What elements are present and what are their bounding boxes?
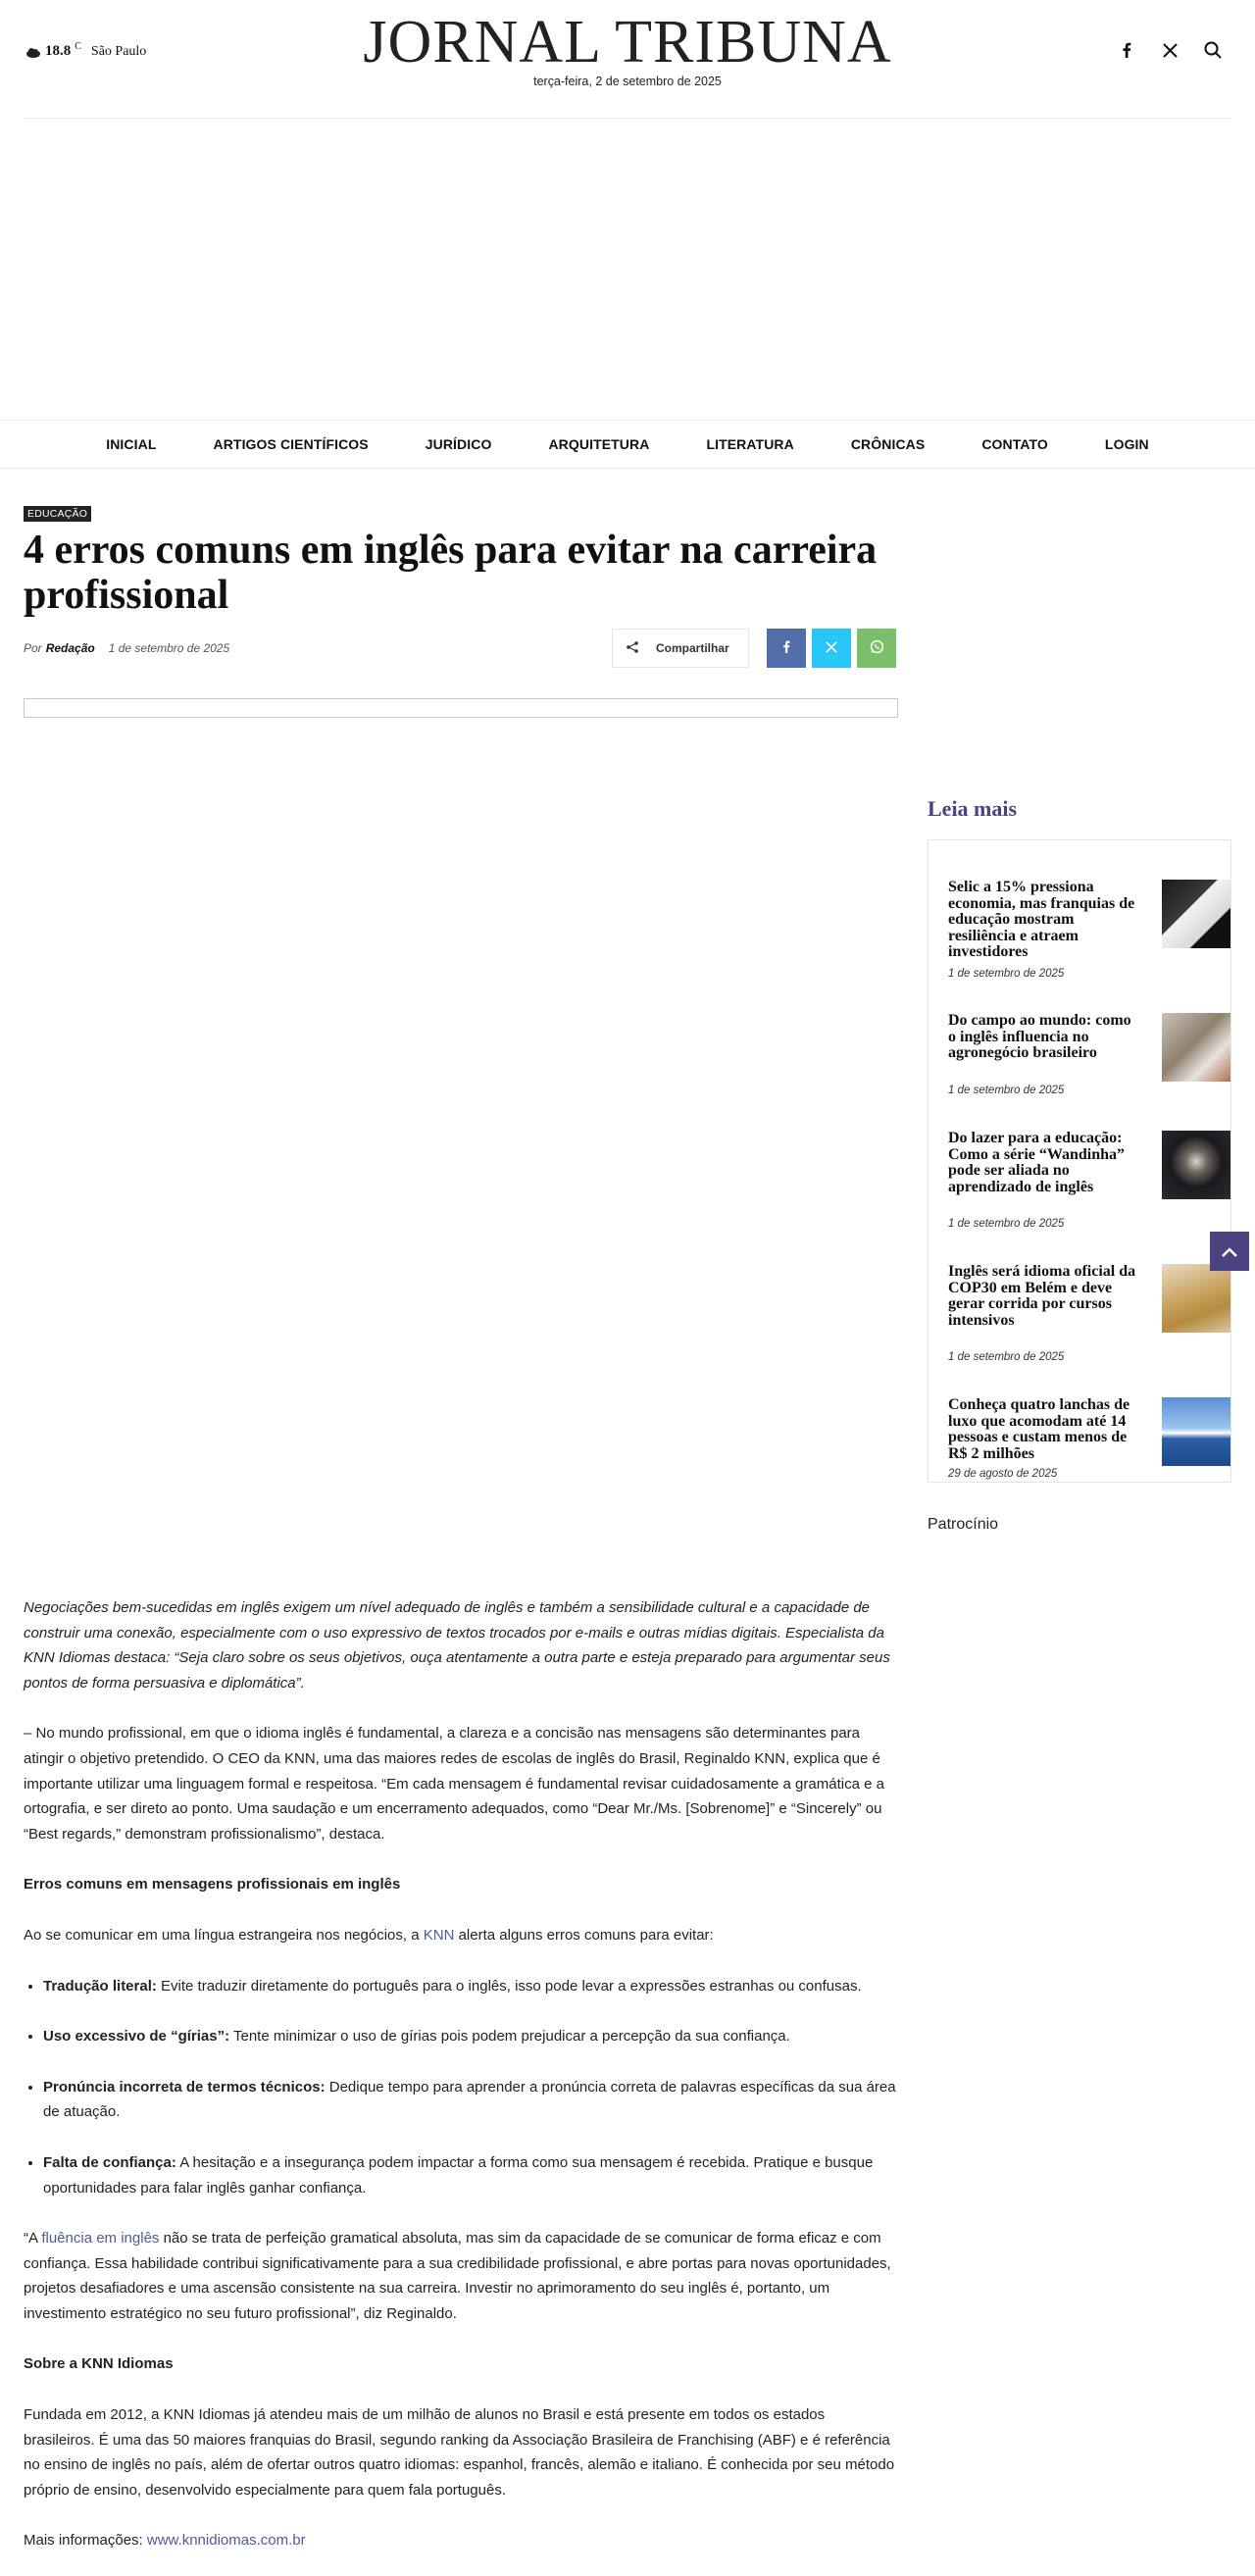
list-item	[43, 2024, 898, 2049]
header-date: terça-feira, 2 de setembro de 2025	[533, 75, 722, 88]
read-more-thumbnail[interactable]	[1162, 1264, 1230, 1333]
list-item	[43, 2075, 898, 2125]
text-segment: não se trata de perfeição gramatical absoluta, mas sim da capacidade de se comunicar de forma eficaz e com confiança. Essa habilidade contribui significativamente para a sua credibilidade profissional, e abre portas para novas oportunidades, projetos desafiadores e uma ascensão consistente na sua carreira. Investir no aprimoramento do seu inglês é, portanto, um investimento estratégico no seu futuro profissional”, diz Reginaldo.	[24, 2230, 891, 2322]
site-header	[24, 0, 1231, 119]
list-item-text: Evite traduzir diretamente do português para o inglês, isso pode levar a expressões estranhas ou confusas.	[156, 1977, 862, 1995]
chevron-up-icon	[1222, 1241, 1237, 1262]
list-item-title: Uso excessivo de “gírias”:	[43, 2028, 230, 2046]
read-more-thumbnail[interactable]	[1162, 1397, 1230, 1466]
read-more-list	[928, 839, 1231, 1483]
share-whatsapp-button[interactable]	[857, 629, 896, 668]
site-logo[interactable]: JORNAL TRIBUNA	[363, 9, 892, 76]
sponsor-label: Patrocínio	[928, 1516, 999, 1533]
read-more-title[interactable]: Conheça quatro lanchas de luxo que acomodam até 14 pessoas e custam menos de R$ 2 milhões	[948, 1396, 1130, 1462]
nav-item-inicial[interactable]: INICIAL	[106, 436, 157, 452]
facebook-icon	[782, 640, 790, 656]
category-badge[interactable]: EDUCAÇÃO	[24, 506, 91, 522]
back-to-top-button[interactable]	[1210, 1232, 1249, 1271]
read-more-title[interactable]: Inglês será idioma oficial da COP30 em Belém e deve gerar corrida por cursos intensivos	[948, 1263, 1136, 1329]
author-link[interactable]: Redação	[45, 641, 95, 655]
read-more-thumbnail[interactable]	[1162, 1131, 1230, 1199]
text-segment: “A	[24, 2230, 42, 2248]
nav-item-artigos-cientificos[interactable]: ARTIGOS CIENTÍFICOS	[213, 436, 369, 452]
search-icon[interactable]	[1204, 41, 1222, 59]
x-icon[interactable]	[1161, 41, 1179, 59]
nav-item-login[interactable]: LOGIN	[1104, 436, 1149, 452]
knn-website-link[interactable]: www.knnidiomas.com.br	[146, 2532, 306, 2550]
featured-image	[24, 698, 898, 718]
read-more-title[interactable]: Do campo ao mundo: como o inglês influencia no agronegócio brasileiro	[948, 1012, 1131, 1061]
publish-date: 1 de setembro de 2025	[108, 641, 230, 655]
read-more-date: 1 de setembro de 2025	[948, 1085, 1065, 1096]
header-social-icons	[1118, 41, 1222, 59]
share-label: Compartilhar	[656, 641, 729, 655]
text-segment: alerta alguns erros comuns para evitar:	[454, 1926, 714, 1944]
list-item	[43, 1974, 898, 1999]
article-title: 4 erros comuns em inglês para evitar na carreira profissional	[24, 528, 878, 618]
weather-city: São Paulo	[90, 43, 147, 59]
read-more-thumbnail[interactable]	[1162, 880, 1230, 948]
share-icon	[627, 640, 642, 656]
share-button[interactable]	[612, 629, 749, 668]
temperature: 18.8	[45, 43, 72, 59]
share-facebook-button[interactable]	[767, 629, 806, 668]
list-item-text: A hesitação e a insegurança podem impactar a forma como sua mensagem é recebida. Pratique e busque oportunidades para falar inglês ganhar confiança.	[43, 2153, 874, 2197]
read-more-date: 1 de setembro de 2025	[948, 1218, 1065, 1230]
error-list	[24, 1974, 898, 2201]
nav-item-arquitetura[interactable]: ARQUITETURA	[548, 436, 650, 452]
nav-item-juridico[interactable]: JURÍDICO	[425, 436, 492, 452]
list-item-title: Pronúncia incorreta de termos técnicos:	[43, 2078, 326, 2096]
article-meta	[24, 641, 229, 655]
text-segment: Ao se comunicar em uma língua estrangeira nos negócios, a	[24, 1926, 424, 1944]
read-more-date: 1 de setembro de 2025	[948, 1351, 1065, 1363]
list-item-text: Tente minimizar o uso de gírias pois podem prejudicar a percepção da sua confiança.	[229, 2028, 790, 2046]
list-item-title: Falta de confiança:	[43, 2153, 176, 2171]
list-item	[43, 2150, 898, 2200]
read-more-thumbnail[interactable]	[1162, 1013, 1230, 1082]
whatsapp-icon	[870, 639, 884, 657]
x-icon	[826, 640, 837, 656]
article-paragraph: Fundada em 2012, a KNN Idiomas já atendeu mais de um milhão de alunos no Brasil e está presente em todos os estados brasileiros. É uma das 50 maiores franquias do Brasil, segundo ranking da Associação Brasileira de Franchising (ABF) e é referência no ensino de inglês no país, além de ofertar outros quatro idiomas: espanhol, francês, alemão e italiano. É conhecida por seu método próprio de ensino, desenvolvido especialmente para quem fala português.	[24, 2406, 895, 2499]
article-subheading: Erros comuns em mensagens profissionais em inglês	[24, 1876, 401, 1894]
share-bar	[612, 629, 896, 668]
nav-item-cronicas[interactable]: CRÔNICAS	[850, 436, 926, 452]
article-lead: Negociações bem-sucedidas em inglês exigem um nível adequado de inglês e também a sensibilidade cultural e a capacidade de construir uma conexão, especialmente com o uso expressivo de textos trocados por e-mails e outras mídias digitais. Especialista da KNN Idiomas destaca: “Seja claro sobre os seus objetivos, ouça atentamente a outra parte e esteja preparado para argumentar seus pontos de forma persuasiva e diplomática”.	[24, 1599, 890, 1692]
read-more-date: 29 de agosto de 2025	[948, 1468, 1058, 1480]
article-paragraph	[24, 1923, 898, 1948]
share-x-button[interactable]	[812, 629, 851, 668]
by-label: Por	[24, 641, 42, 655]
nav-item-contato[interactable]: CONTATO	[981, 436, 1048, 452]
article-paragraph	[24, 2226, 898, 2326]
nav-item-literatura[interactable]: LITERATURA	[706, 436, 794, 452]
fluencia-link[interactable]: fluência em inglês	[41, 2230, 160, 2248]
temperature-unit: C	[75, 41, 81, 52]
read-more-title[interactable]: Do lazer para a educação: Como a série “Wandinha” pode ser aliada no aprendizado de inglês	[948, 1130, 1126, 1195]
list-item-text: Dedique tempo para aprender a pronúncia correta de palavras específicas da sua área de atuação.	[43, 2078, 896, 2121]
facebook-icon[interactable]	[1118, 41, 1135, 59]
article-paragraph: – No mundo profissional, em que o idioma inglês é fundamental, a clareza e a concisão nas mensagens são determinantes para atingir o objetivo pretendido. O CEO da KNN, uma das maiores redes de escolas de inglês do Brasil, Reginaldo KNN, explica que é importante utilizar uma linguagem formal e respeitosa. “Em cada mensagem é fundamental revisar cuidadosamente a gramática e a ortografia, e ser direto ao ponto. Uma saudação e um encerramento adequados, como “Dear Mr./Ms. [Sobrenome]” e “Sincerely” ou “Best regards,” demonstram profissionalismo”, destaca.	[24, 1725, 884, 1843]
read-more-title[interactable]: Selic a 15% pressiona economia, mas franquias de educação mostram resiliência e atraem investidores	[948, 879, 1135, 960]
read-more-date: 1 de setembro de 2025	[948, 968, 1065, 980]
main-nav	[0, 420, 1255, 469]
article-paragraph	[24, 2528, 898, 2553]
sidebar-heading: Leia mais	[928, 796, 1018, 821]
article-body	[24, 1595, 898, 2576]
knn-link[interactable]: KNN	[423, 1926, 455, 1944]
text-segment: Mais informações:	[24, 2532, 147, 2550]
article-subheading: Sobre a KNN Idiomas	[24, 2355, 174, 2373]
list-item-title: Tradução literal:	[43, 1977, 157, 1995]
